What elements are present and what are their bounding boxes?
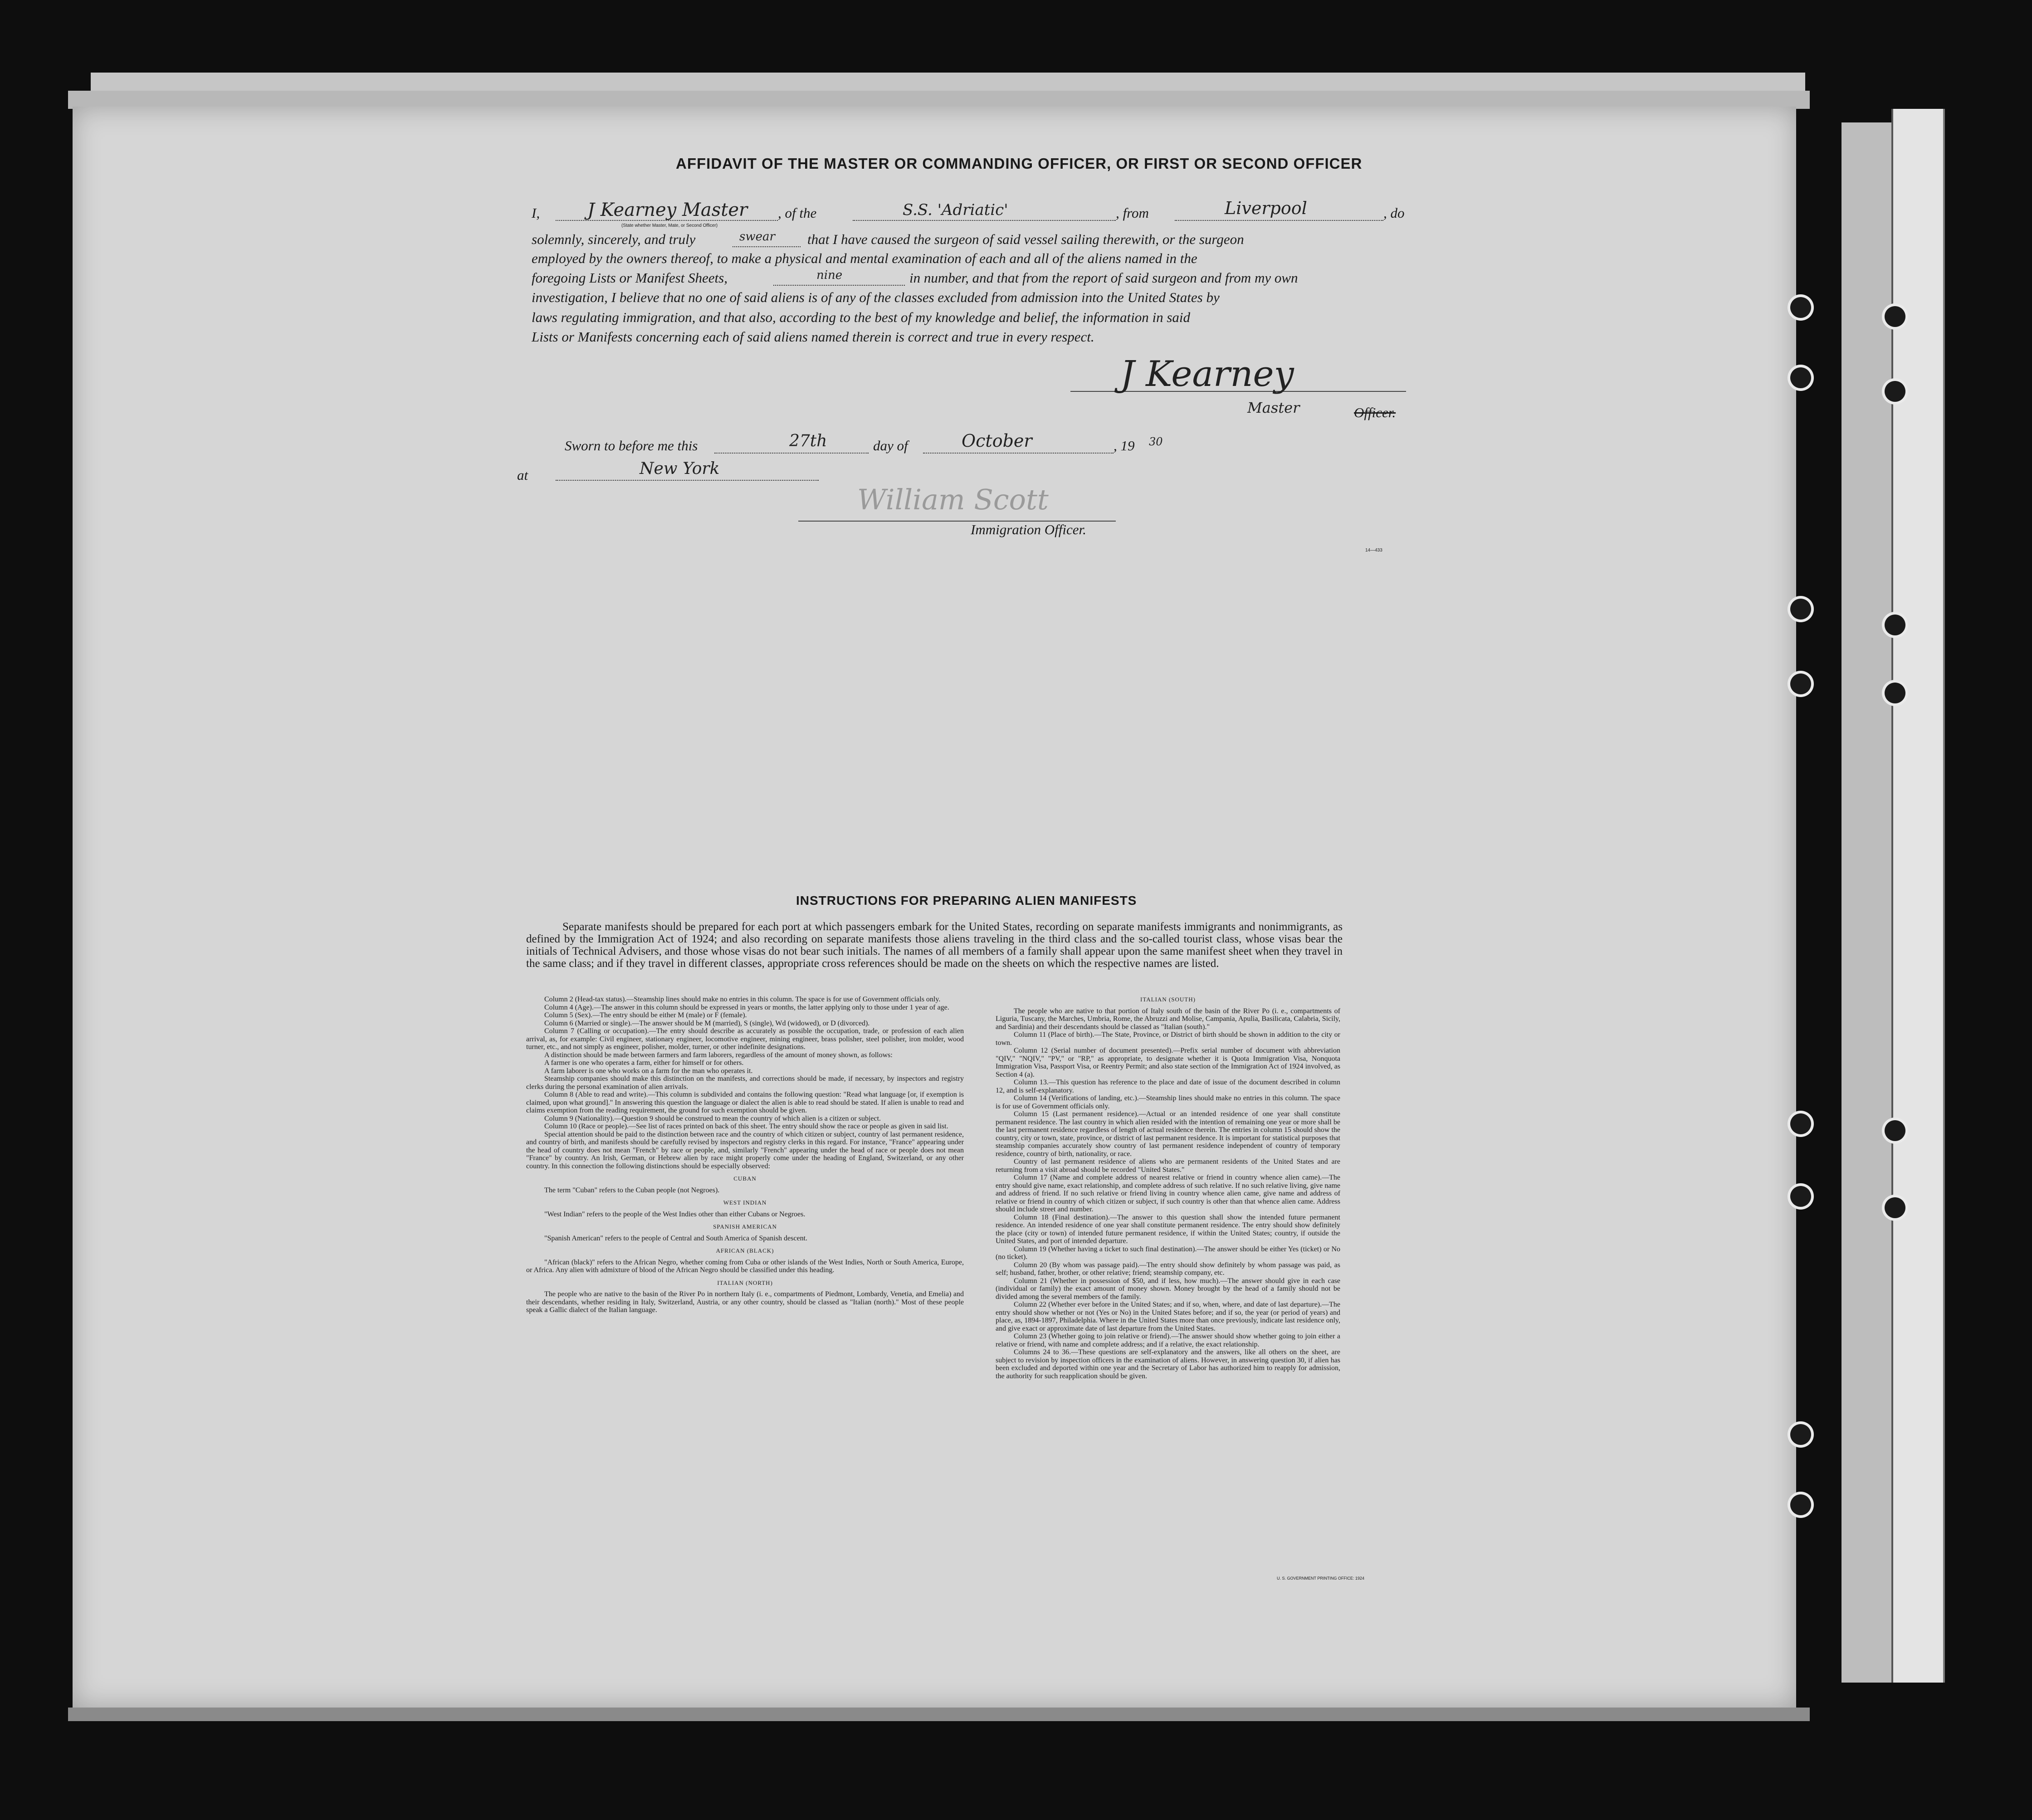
instruction-paragraph: "African (black)" refers to the African Negro, whether coming from Cuba or other islands of the West Indies, North or South America, Europe, or Africa. Any alien with admixture of blood of the African Negro should be classified under this heading. <box>526 1258 964 1274</box>
master-title-handwritten: Master <box>1247 399 1300 416</box>
affidavit-body-2: that I have caused the surgeon of said vessel sailing therewith, or the surgeon <box>807 231 1244 247</box>
section-heading: ITALIAN (NORTH) <box>717 1279 773 1286</box>
page-stack-edge <box>91 73 1805 91</box>
instruction-paragraph: Column 22 (Whether ever before in the United States; and if so, when, where, and date of last departure).—The entry should show whether or not (Yes or No) in the United States before; and if so, the year (or period of years) and place, as, 1894-1897, Philadelphia. Where in the United States more than once previously, indicate last residence only, and give exact or approximate date of last departure from the United States. <box>996 1301 1340 1332</box>
affidavit-body-4a: foregoing Lists or Manifest Sheets, <box>532 270 728 286</box>
year-handwritten: 30 <box>1149 435 1163 448</box>
instruction-paragraph: Column 7 (Calling or occupation).—The entry should describe as accurately as possible the occupation, trade, or profession of each alien arrival, as, for example: Civil engineer, stationary engineer, locomotive engineer, mining engineer, brass polisher, steel polisher, iron molder, wood turner, etc., and not simply as engineer, polisher, molder, turner, or other indefinite designations. <box>526 1027 964 1051</box>
page-stack-edge <box>68 91 1810 109</box>
binder-hole <box>1790 297 1811 318</box>
day-handwritten: 27th <box>789 432 827 450</box>
instruction-paragraph: Column 8 (Able to read and write).—This column is subdivided and contains the following question: "Read what language [or, if exemption is claimed, upon what ground]." In answering this question the language or dialect the alien is able to read should be stated. If alien is unable to read and claims exemption from the reading requirement, the ground for such exemption should be given. <box>526 1091 964 1114</box>
vessel-handwritten: S.S. 'Adriatic' <box>903 201 1008 219</box>
binder-hole <box>1790 1424 1811 1445</box>
binder-hole <box>1790 1186 1811 1207</box>
affidavit-title: AFFIDAVIT OF THE MASTER OR COMMANDING OFFICER, OR FIRST OR SECOND OFFICER <box>676 155 1363 172</box>
instruction-paragraph: A farmer is one who operates a farm, either for himself or for others. <box>544 1059 744 1067</box>
instruction-paragraph: Column 5 (Sex).—The entry should be either M (male) or F (female). <box>544 1011 747 1019</box>
instruction-paragraph: Column 21 (Whether in possession of $50, and if less, how much).—The answer should give in each case (individual or family) the exact amount of money shown. Money brought by the head of a family should not be divided among the several members of the family. <box>996 1277 1340 1301</box>
oath-handwritten: swear <box>739 230 775 244</box>
section-heading: ITALIAN (SOUTH) <box>1140 996 1196 1003</box>
instruction-paragraph: Column 15 (Last permanent residence).—Actual or an intended residence of one year shall constitute permanent residence. The last country in which alien resided with the intention of remaining one year or more shall be the last permanent residence regardless of length of actual residence therein. The entries in column 15 should show the country, city or town, state, province, or district of last permanent residence. It is important for statistical purposes that steamship companies accurately show country of last permanent residence independent of country of temporary residence, country of birth, nationality, or race. <box>996 1110 1340 1158</box>
instruction-paragraph: Column 11 (Place of birth).—The State, Province, or District of birth should be shown in addition to the city or town. <box>996 1031 1340 1047</box>
binder-hole <box>1790 599 1811 620</box>
label-from: , from <box>1116 205 1149 221</box>
state-note: (State whether Master, Mate, or Second Officer) <box>621 223 718 228</box>
instructions-intro: Separate manifests should be prepared for each port at which passengers embark for the United States, recording on separate manifests immigrants and nonimmigrants, as defined by the Immigration Act of 1924; and also recording on separate manifests those aliens traveling in the third class and the so-called tourist class, whose visas bear the initials of Technical Advisers, and those whose visas do not bear such initials. The names of all members of a family shall appear upon the same manifest sheet when they travel in the same class; and if they travel in different classes, appropriate cross references should be made on the sheets on which the respective names are listed. <box>526 921 1343 970</box>
binder-hole <box>1885 1120 1905 1141</box>
sheets-rule <box>773 285 905 286</box>
oath-rule <box>733 246 801 247</box>
instruction-paragraph: Column 4 (Age).—The answer in this column should be expressed in years or months, the latter applying only to those under 1 year of age. <box>544 1003 949 1011</box>
instruction-paragraph: The people who are native to that portion of Italy south of the basin of the River Po (i. e., compartments of Liguria, Tuscany, the Marches, Umbria, Rome, the Abruzzi and Molise, Campania, Apulia, Basilicata, Calabria, Sicily, and Sardinia) and their descendants should be classed as "Italian (south)." <box>996 1007 1340 1031</box>
instruction-paragraph: Column 10 (Race or people).—See list of races printed on back of this sheet. The entry should show the race or people as given in said list. <box>544 1122 948 1130</box>
instruction-paragraph: Column 2 (Head-tax status).—Steamship lines should make no entries in this column. The space is for use of Government officials only. <box>544 995 941 1003</box>
instruction-paragraph: Columns 24 to 36.—These questions are self-explanatory and the answers, like all others on the sheet, are subject to revision by inspection officers in the examination of aliens. However, in answering question 30, if alien has been excluded and deported within one year and the Secretary of Labor has authorized him to reapply for admission, the authority for such reapplication should be given. <box>996 1348 1340 1380</box>
sheets-handwritten: nine <box>816 268 843 282</box>
place-handwritten: New York <box>640 459 720 478</box>
binder-hole <box>1790 1113 1811 1134</box>
port-rule <box>1175 220 1383 221</box>
instruction-paragraph: Column 6 (Married or single).—The answer should be M (married), S (single), Wd (widowed), or D (divorced). <box>544 1019 870 1027</box>
instruction-paragraph: Column 20 (By whom was passage paid).—The entry should show definitely by whom passage was paid, as self; husband, father, brother, or other relative; friend; steamship company, etc. <box>996 1261 1340 1277</box>
label-do: , do <box>1383 205 1405 221</box>
binder-hole <box>1885 381 1905 402</box>
printer-note: U. S. GOVERNMENT PRINTING OFFICE: 1924 <box>1277 1576 1364 1581</box>
affidavit-line-1 <box>532 205 540 221</box>
instruction-paragraph: "Spanish American" refers to the people of Central and South America of Spanish descent. <box>544 1234 808 1242</box>
instruction-paragraph: Country of last permanent residence of aliens who are permanent residents of the United States and are returning from a visit abroad should be recorded "United States." <box>996 1158 1340 1174</box>
instruction-paragraph: Steamship companies should make this distinction on the manifests, and corrections should be made, if necessary, by inspectors and registry clerks during the personal examination of alien arrivals. <box>526 1075 964 1091</box>
section-heading: CUBAN <box>733 1175 757 1182</box>
place-rule <box>556 480 819 481</box>
affidavit-body-6: laws regulating immigration, and that also, according to the best of my knowledge and belief, the information in said <box>532 309 1191 325</box>
binder-hole <box>1885 306 1905 327</box>
page-stack-edge <box>68 1708 1810 1721</box>
binder-hole <box>1790 367 1811 388</box>
instruction-paragraph: Column 13.—This question has reference to the place and date of issue of the document described in column 12, and is self-explanatory. <box>996 1078 1340 1094</box>
instruction-paragraph: "West Indian" refers to the people of the West Indies other than either Cubans or Negroes. <box>544 1210 806 1218</box>
form-number: 14—433 <box>1365 548 1382 553</box>
at-label: at <box>517 467 528 483</box>
affidavit-body-3: employed by the owners thereof, to make a physical and mental examination of each and all of the aliens named in the <box>532 250 1197 266</box>
affidavit-body-4b: in number, and that from the report of said surgeon and from my own <box>909 270 1298 286</box>
master-signature: J Kearney <box>1120 354 1294 395</box>
affidavit-body-7: Lists or Manifests concerning each of said aliens named therein is correct and true in every respect. <box>532 329 1094 345</box>
instruction-paragraph: A farm laborer is one who works on a farm for the man who operates it. <box>544 1067 753 1075</box>
year-label: , 19 <box>1114 438 1135 454</box>
label-of-the: , of the <box>778 205 817 221</box>
officer-printed: Officer. <box>1354 405 1396 420</box>
instruction-paragraph: Column 17 (Name and complete address of nearest relative or friend in country whence alien came).—The entry should give name, exact relationship, and complete address of such relative. If no such relative living, give name and address of friend. If no such relative or friend living in country whence alien came, give name and address of relative or friend in country of which citizen or subject, if such country is other than that whence alien came. Address should include street and number. <box>996 1174 1340 1213</box>
instructions-right-column <box>996 991 1340 1380</box>
instruction-paragraph: Column 23 (Whether going to join relative or friend).—The answer should show whether going to join either a relative or friend, with name and complete address; and if a relative, the exact relationship. <box>996 1332 1340 1348</box>
binder-hole <box>1885 683 1905 703</box>
binding-leaf <box>1842 122 1891 1683</box>
day-rule <box>714 453 869 454</box>
section-heading: AFRICAN (BLACK) <box>716 1247 774 1254</box>
vessel-rule <box>853 220 1116 221</box>
instruction-paragraph: Column 19 (Whether having a ticket to such final destination).—The answer should be either Yes (ticket) or No (no ticket). <box>996 1245 1340 1261</box>
binder-hole <box>1885 615 1905 635</box>
instruction-paragraph: Column 9 (Nationality).—Question 9 should be construed to mean the country of which alien is a citizen or subject. <box>544 1114 881 1122</box>
instruction-paragraph: The term "Cuban" refers to the Cuban people (not Negroes). <box>544 1186 720 1194</box>
day-of-label: day of <box>873 438 908 454</box>
binder-hole <box>1790 673 1811 694</box>
immigration-officer-signature: William Scott <box>857 483 1049 516</box>
binder-hole <box>1790 1494 1811 1515</box>
instructions-title: INSTRUCTIONS FOR PREPARING ALIEN MANIFESTS <box>796 893 1137 908</box>
instruction-paragraph: A distinction should be made between farmers and farm laborers, regardless of the amount of money shown, as follows: <box>544 1051 893 1059</box>
port-handwritten: Liverpool <box>1225 198 1307 218</box>
binder-hole <box>1885 1197 1905 1218</box>
affidavit-body-5: investigation, I believe that no one of said aliens is of any of the classes excluded from admission into the United States by <box>532 289 1220 305</box>
instruction-paragraph: Column 18 (Final destination).—The answer to this question shall show the intended future permanent residence. An intended residence of one year shall constitute permanent residence. The entry should show definitely the place (city or town) of intended future permanent residence, if within the United States; country, if outside the United States, and port of intended departure. <box>996 1213 1340 1245</box>
officer-name-handwritten: J Kearney Master <box>587 200 748 220</box>
instruction-paragraph: Column 12 (Serial number of document presented).—Prefix serial number of document with abbreviation "QIV," "NQIV," "PV," or "RP," as appropriate, to designate whether it is Quota Immigration Visa, Nonquota Immigration Visa, Passport Visa, or Reentry Permit; and also state section of the Immigration Act of 1924 involved, as Section 4 (a). <box>996 1047 1340 1078</box>
instruction-paragraph: Special attention should be paid to the distinction between race and the country of which citizen or subject, country of last permanent residence, and country of birth, and manifests should be carefully revised by inspectors and registry clerks in this regard. For instance, "France" appearing under the head of country does not mean "French" by race or people, and, similarly "French" appearing under the head of race or people does not mean "France" by country. An Irish, German, or Hebrew alien by race might properly come under the heading of England, Switzerland, or any other country. In this connection the following distinctions should be especially observed: <box>526 1130 964 1170</box>
instruction-paragraph: The people who are native to the basin of the River Po in northern Italy (i. e., compartments of Piedmont, Lombardy, Venetia, and Emelia) and their descendants, whether residing in Italy, Switzerland, Austria, or any other country, should be classed as "Italian (north)." Most of these people speak a Gallic dialect of the Italian language. <box>526 1290 964 1314</box>
label-i: I, <box>532 205 540 221</box>
sworn-label: Sworn to before me this <box>565 438 698 454</box>
section-heading: WEST INDIAN <box>723 1199 767 1206</box>
instruction-paragraph: Column 14 (Verifications of landing, etc.).—Steamship lines should make no entries in this column. The space is for use of Government officials only. <box>996 1094 1340 1110</box>
section-heading: SPANISH AMERICAN <box>713 1223 777 1230</box>
affidavit-body-1: solemnly, sincerely, and truly <box>532 231 696 247</box>
instructions-left-column <box>526 995 964 1314</box>
immigration-officer-label: Immigration Officer. <box>971 522 1086 537</box>
month-handwritten: October <box>962 431 1032 451</box>
binding-leaf <box>1891 109 1945 1683</box>
month-rule <box>923 453 1114 454</box>
